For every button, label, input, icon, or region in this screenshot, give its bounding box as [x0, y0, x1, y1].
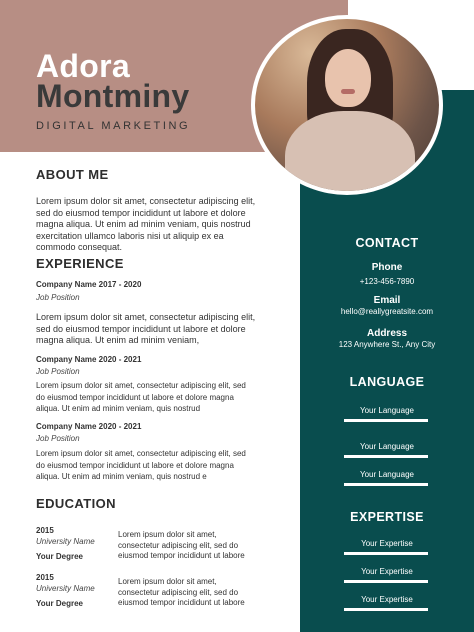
- address-value: 123 Anywhere St., Any City: [338, 340, 436, 349]
- expertise-item: Your Expertise: [361, 567, 413, 576]
- education-year: 2015: [36, 526, 54, 535]
- language-level-bar: [344, 483, 428, 486]
- language-item: Your Language: [360, 406, 414, 415]
- job-company: Company Name 2020 - 2021: [36, 355, 142, 364]
- profile-photo: [255, 19, 439, 191]
- email-value[interactable]: hello@reallygreatsite.com: [340, 307, 434, 316]
- expertise-level-bar: [344, 552, 428, 555]
- about-title: ABOUT ME: [36, 167, 109, 182]
- education-year: 2015: [36, 573, 54, 582]
- job-role: DIGITAL MARKETING: [36, 120, 191, 132]
- experience-title: EXPERIENCE: [36, 256, 124, 271]
- expertise-level-bar: [344, 608, 428, 611]
- education-university: University Name: [36, 537, 95, 546]
- education-degree: Your Degree: [36, 599, 83, 608]
- job-company: Company Name 2017 - 2020: [36, 280, 142, 289]
- language-title: LANGUAGE: [349, 375, 425, 389]
- address-label: Address: [366, 328, 407, 339]
- job-description: Lorem ipsum dolor sit amet, consectetur adipiscing elit, sed do eiusmod tempor incididunt ut labore et dolore magna aliqua. Ut enim ad minim veniam,: [36, 312, 256, 345]
- about-text: Lorem ipsum dolor sit amet, consectetur adipiscing elit, sed do eiusmod tempor incididunt ut labore et dolore magna aliqua. Ut enim ad minim veniam, quis nostrud exercitation ullamco laboris nisi ut aliquip ex ea commodo consequat.: [36, 196, 256, 252]
- job-position: Job Position: [36, 367, 80, 376]
- education-degree: Your Degree: [36, 552, 83, 561]
- education-description: Lorem ipsum dolor sit amet, consectetur adipiscing elit, sed do eiusmod tempor incididunt ut labore: [118, 577, 245, 607]
- job-company: Company Name 2020 - 2021: [36, 422, 142, 431]
- expertise-title: EXPERTISE: [350, 510, 424, 524]
- last-name: Montminy: [36, 78, 190, 114]
- expertise-item: Your Expertise: [361, 595, 413, 604]
- expertise-level-bar: [344, 580, 428, 583]
- language-item: Your Language: [360, 442, 414, 451]
- expertise-item: Your Expertise: [361, 539, 413, 548]
- job-position: Job Position: [36, 293, 80, 302]
- email-label: Email: [373, 295, 401, 306]
- language-level-bar: [344, 419, 428, 422]
- education-description: Lorem ipsum dolor sit amet, consectetur adipiscing elit, sed do eiusmod tempor incididunt ut labore: [118, 530, 245, 560]
- phone-value[interactable]: +123-456-7890: [359, 277, 415, 286]
- education-university: University Name: [36, 584, 95, 593]
- phone-label: Phone: [371, 262, 403, 273]
- contact-title: CONTACT: [355, 236, 419, 250]
- language-level-bar: [344, 455, 428, 458]
- job-position: Job Position: [36, 434, 80, 443]
- education-title: EDUCATION: [36, 496, 116, 511]
- job-description: Lorem ipsum dolor sit amet, consectetur adipiscing elit, sed do eiusmod tempor incididunt ut labore et dolore magna aliqua. Ut enim ad minim veniam, quis nostrud e: [36, 449, 246, 481]
- language-item: Your Language: [360, 470, 414, 479]
- first-name: Adora: [36, 48, 130, 84]
- job-description: Lorem ipsum dolor sit amet, consectetur adipiscing elit, sed do eiusmod tempor incididunt ut labore et dolore magna aliqua. Ut enim ad minim veniam, quis nostrud: [36, 381, 246, 413]
